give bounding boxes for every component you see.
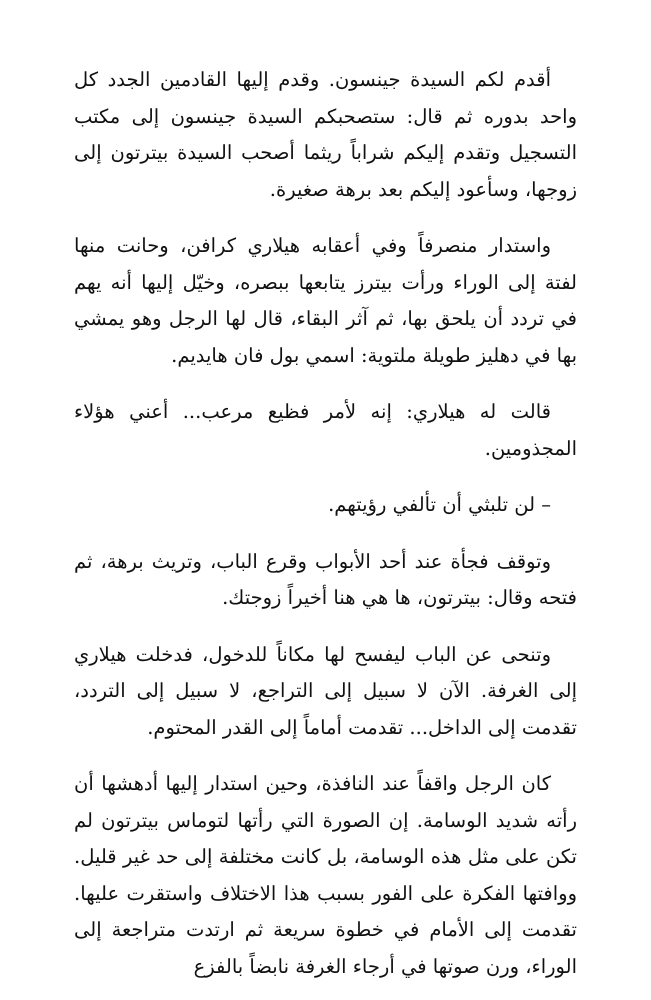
paragraph-6: وتنحى عن الباب ليفسح لها مكاناً للدخول، فدخلت هيلاري إلى الغرفة. الآن لا سبيل إلى التراجع، لا سبيل إلى التردد، تقدمت إلى الداخل... تقدمت أماماً إلى القدر المحتوم. bbox=[74, 642, 577, 739]
paragraph-4: – لن تلبثي أن تألفي رؤيتهم. bbox=[328, 493, 551, 516]
paragraph-7: كان الرجل واقفاً عند النافذة، وحين استدار إليها أدهشها أن رأته شديد الوسامة. إن الصورة التي رأتها لتوماس بيترتون لم تكن على مثل هذه الوسامة، بل كانت مختلفة إلى حد غير قليل. ووافتها الفكرة على الفور بسبب هذا الاختلاف واستقرت عليها. تقدمت إلى الأمام في خطوة سريعة ثم ارتدت متراجعة إلى الوراء، ورن صوتها في أرجاء الغرفة نابضاً بالفزع bbox=[74, 772, 577, 978]
paragraph-5: وتوقف فجأة عند أحد الأبواب وقرع الباب، وتريث برهة، ثم فتحه وقال: بيترتون، ها هي هنا أخيراً زوجتك. bbox=[74, 549, 577, 609]
paragraph-2: واستدار منصرفاً وفي أعقابه هيلاري كرافن، وحانت منها لفتة إلى الوراء ورأت بيترز يتابعها ببصره، وخيّل إليها أنه يهم في تردد أن يلحق بها، ثم آثر البقاء، قال لها الرجل وهو يمشي بها في دهليز طويلة ملتوية: اسمي بول فان هايديم. bbox=[74, 234, 577, 367]
paragraph-1: أقدم لكم السيدة جينسون. وقدم إليها القادمين الجدد كل واحد بدوره ثم قال: ستصحبكم السيدة جينسون إلى مكتب التسجيل وتقدم إليكم شراباً ريثما أصحب السيدة بيترتون إلى زوجها، وسأعود إليكم بعد برهة صغيرة. bbox=[74, 68, 577, 201]
paragraph-3: قالت له هيلاري: إنه لأمر فظيع مرعب... أعني هؤلاء المجذومين. bbox=[74, 400, 577, 460]
